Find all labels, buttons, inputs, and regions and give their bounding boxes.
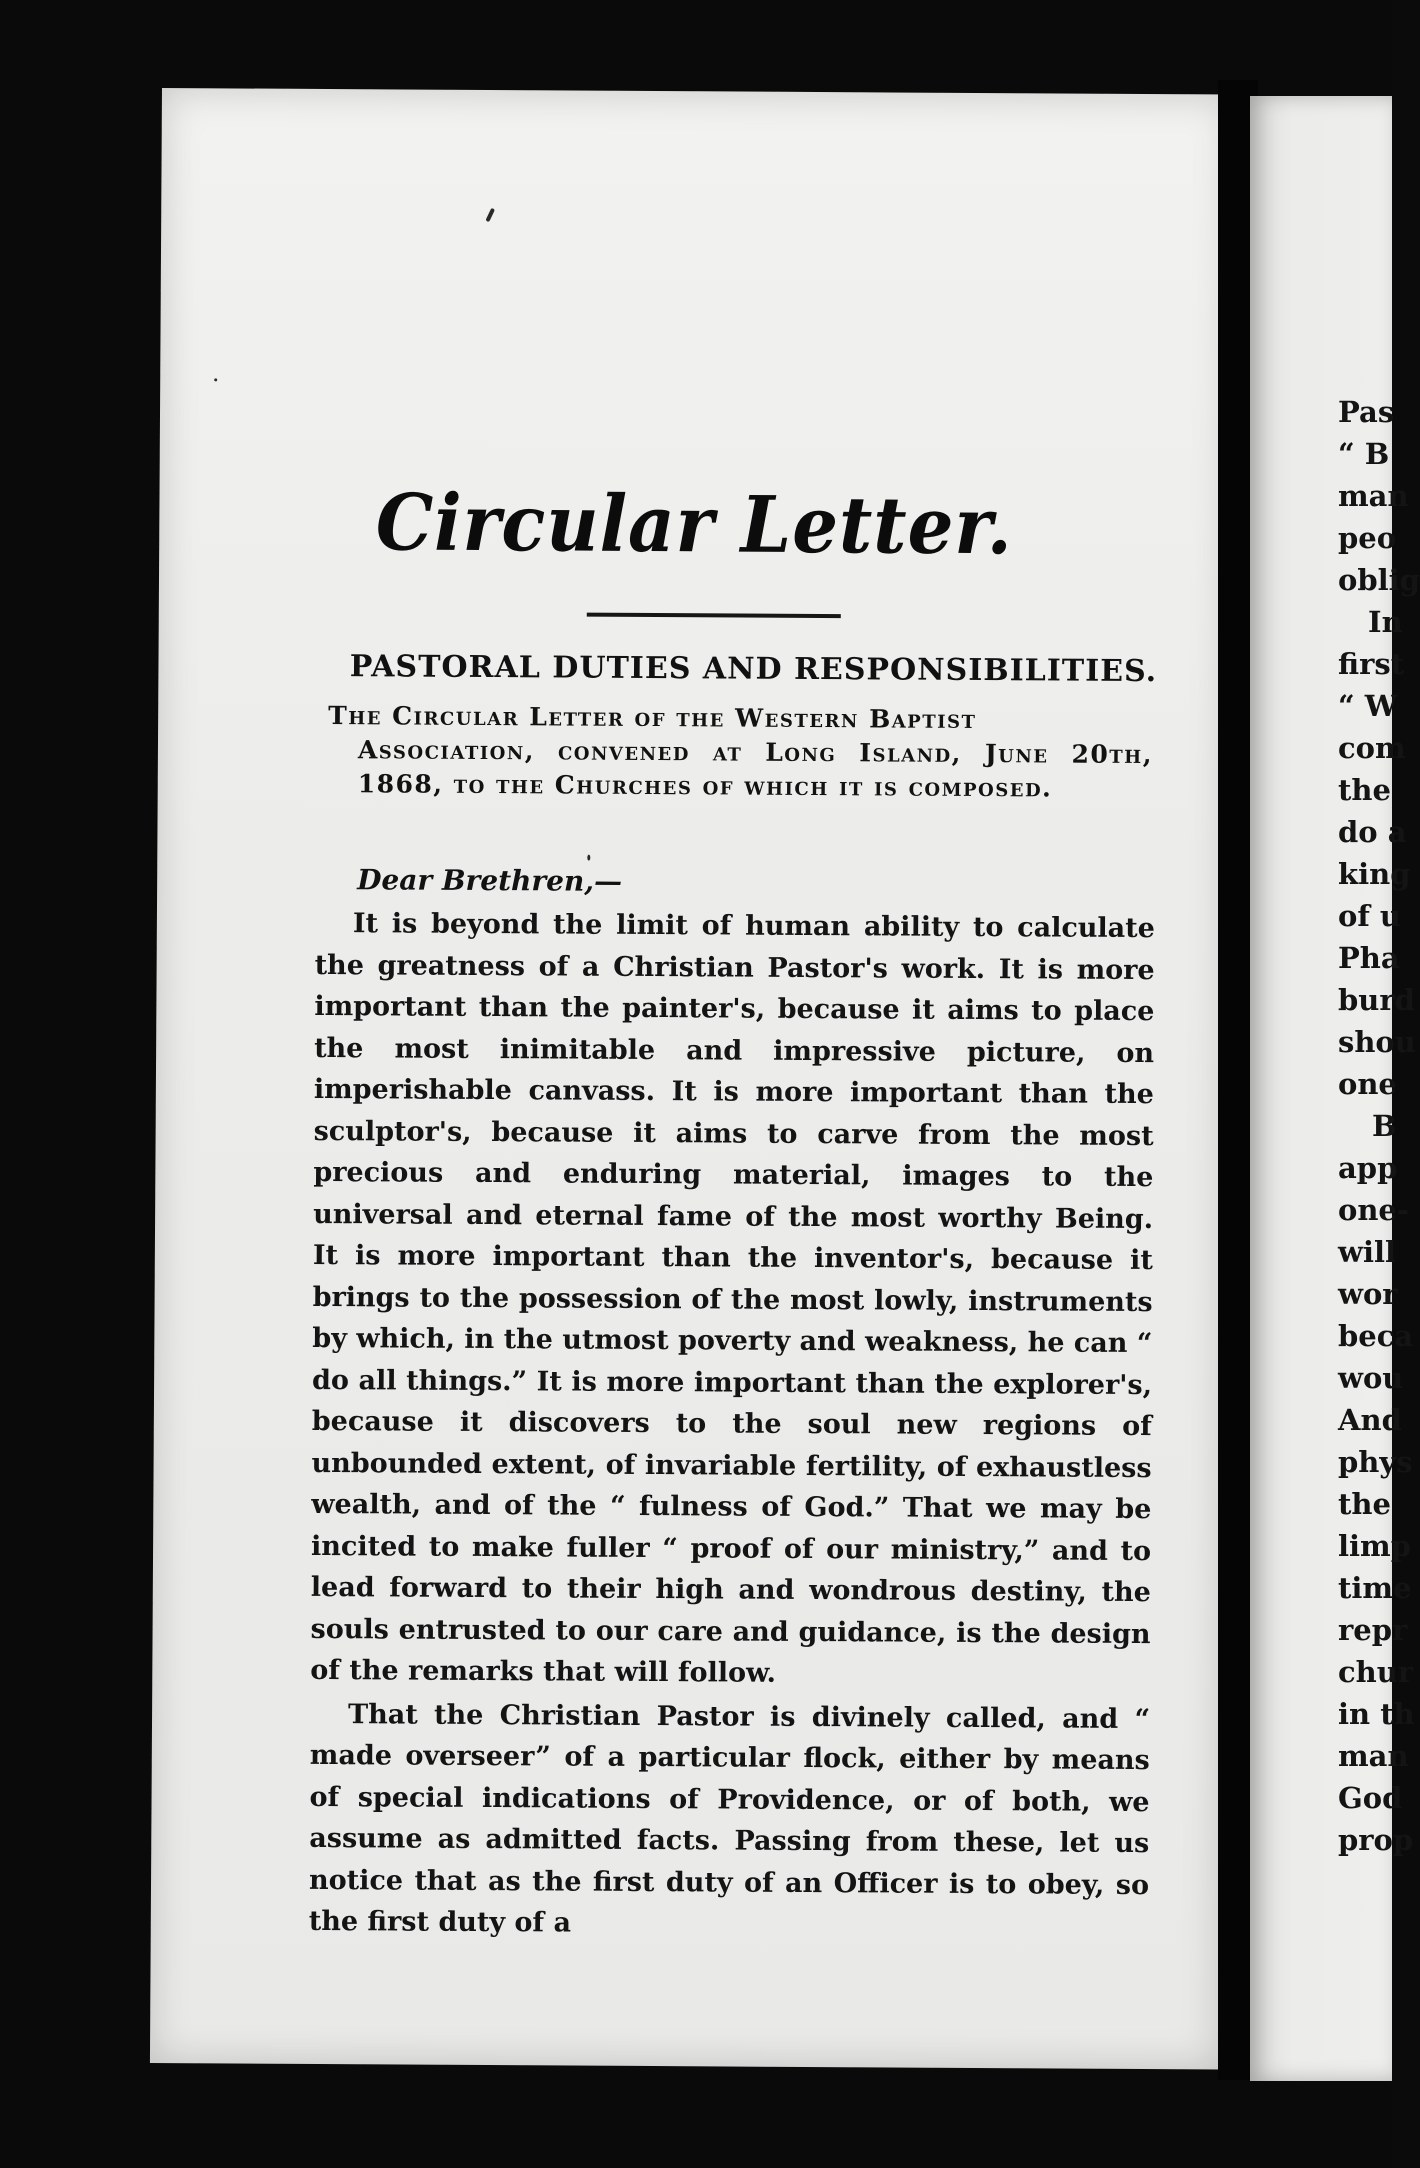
facing-line: of u bbox=[1338, 899, 1401, 933]
facing-line: God bbox=[1338, 1781, 1403, 1815]
facing-line: the bbox=[1338, 1487, 1391, 1521]
facing-line: peo bbox=[1338, 521, 1397, 555]
facing-line: oblig bbox=[1338, 563, 1420, 597]
facing-line: king bbox=[1338, 857, 1411, 891]
left-page bbox=[150, 88, 1232, 2069]
facing-line: “ B bbox=[1338, 437, 1390, 471]
facing-line: man bbox=[1338, 479, 1409, 513]
section-heading: PASTORAL DUTIES AND RESPONSIBILITIES. bbox=[349, 649, 1158, 690]
facing-line: do a bbox=[1338, 815, 1407, 849]
paragraph: That the Christian Pastor is divinely called, and “ made overseer” of a particular flock, either by means of special indications of Providence, or of both, we assume as admitted facts. Passing from these, let us notice that as the first duty of an Officer is to obey, so the first duty of a bbox=[308, 1698, 1151, 1939]
page-title: Circular Letter. bbox=[375, 475, 1014, 572]
facing-line: man bbox=[1338, 1739, 1409, 1773]
facing-page bbox=[1250, 96, 1420, 2081]
paragraph: It is beyond the limit of human ability to calculate the greatness of a Christian Pastor's work. It is more important than the painter's, because it aims to place the most inimitable and impressive picture, on imperishable canvass. It is more important than the sculptor's, because it aims to carve from the most precious and enduring material, images to the universal and eternal fame of the most worthy Being. It is more important than the inventor's, because it brings to the possession of the most lowly, instruments by which, in the utmost poverty and weakness, he can “ do all things.” It is more important than the explorer's, because it discovers to the soul new regions of unbounded extent, of invariable fertility, of exhaustless wealth, and of the “ fulness of God.” That we may be incited to make fuller “ proof of our ministry,” and to lead forward to their high and wondrous destiny, the souls entrusted to our care and guidance, is the design of the remarks that will follow. bbox=[310, 908, 1155, 1689]
facing-line: first bbox=[1338, 647, 1405, 681]
facing-line: wor bbox=[1338, 1277, 1398, 1311]
facing-line: Pas bbox=[1338, 395, 1395, 429]
subtitle-first-line: The Circular Letter of the Western Baptist bbox=[328, 701, 977, 734]
ink-speck bbox=[587, 855, 590, 861]
ink-speck bbox=[485, 208, 495, 222]
facing-line: Pha bbox=[1338, 941, 1400, 975]
letter-subtitle bbox=[328, 699, 1154, 806]
facing-line: one- bbox=[1338, 1193, 1409, 1227]
title-rule bbox=[587, 613, 841, 619]
facing-line: shou bbox=[1338, 1025, 1416, 1059]
facing-line: limp bbox=[1338, 1529, 1411, 1563]
facing-line: com bbox=[1338, 731, 1406, 765]
facing-line: the bbox=[1338, 773, 1391, 807]
letter-body bbox=[309, 903, 1155, 1948]
facing-line: chur bbox=[1338, 1655, 1414, 1689]
facing-line: time bbox=[1338, 1571, 1412, 1605]
facing-line: In bbox=[1368, 605, 1403, 639]
facing-line: B bbox=[1372, 1109, 1397, 1143]
ink-speck bbox=[214, 378, 217, 381]
facing-line: app bbox=[1338, 1151, 1398, 1185]
facing-line: burd bbox=[1338, 983, 1415, 1017]
facing-line: repr bbox=[1338, 1613, 1408, 1647]
facing-line: one bbox=[1338, 1067, 1397, 1101]
salutation: Dear Brethren,— bbox=[357, 863, 623, 898]
subtitle-continuation: Association, convened at Long Island, June 20th, 1868, to the Churches of which it is composed. bbox=[357, 735, 1154, 803]
facing-line: in th bbox=[1338, 1697, 1415, 1731]
facing-line: prop bbox=[1338, 1823, 1414, 1857]
facing-line: wou bbox=[1338, 1361, 1404, 1395]
facing-line: will bbox=[1338, 1235, 1397, 1269]
facing-line: “ W bbox=[1338, 689, 1398, 723]
facing-line: beca bbox=[1338, 1319, 1414, 1353]
facing-line: phys bbox=[1338, 1445, 1413, 1479]
facing-line: And bbox=[1338, 1403, 1402, 1437]
